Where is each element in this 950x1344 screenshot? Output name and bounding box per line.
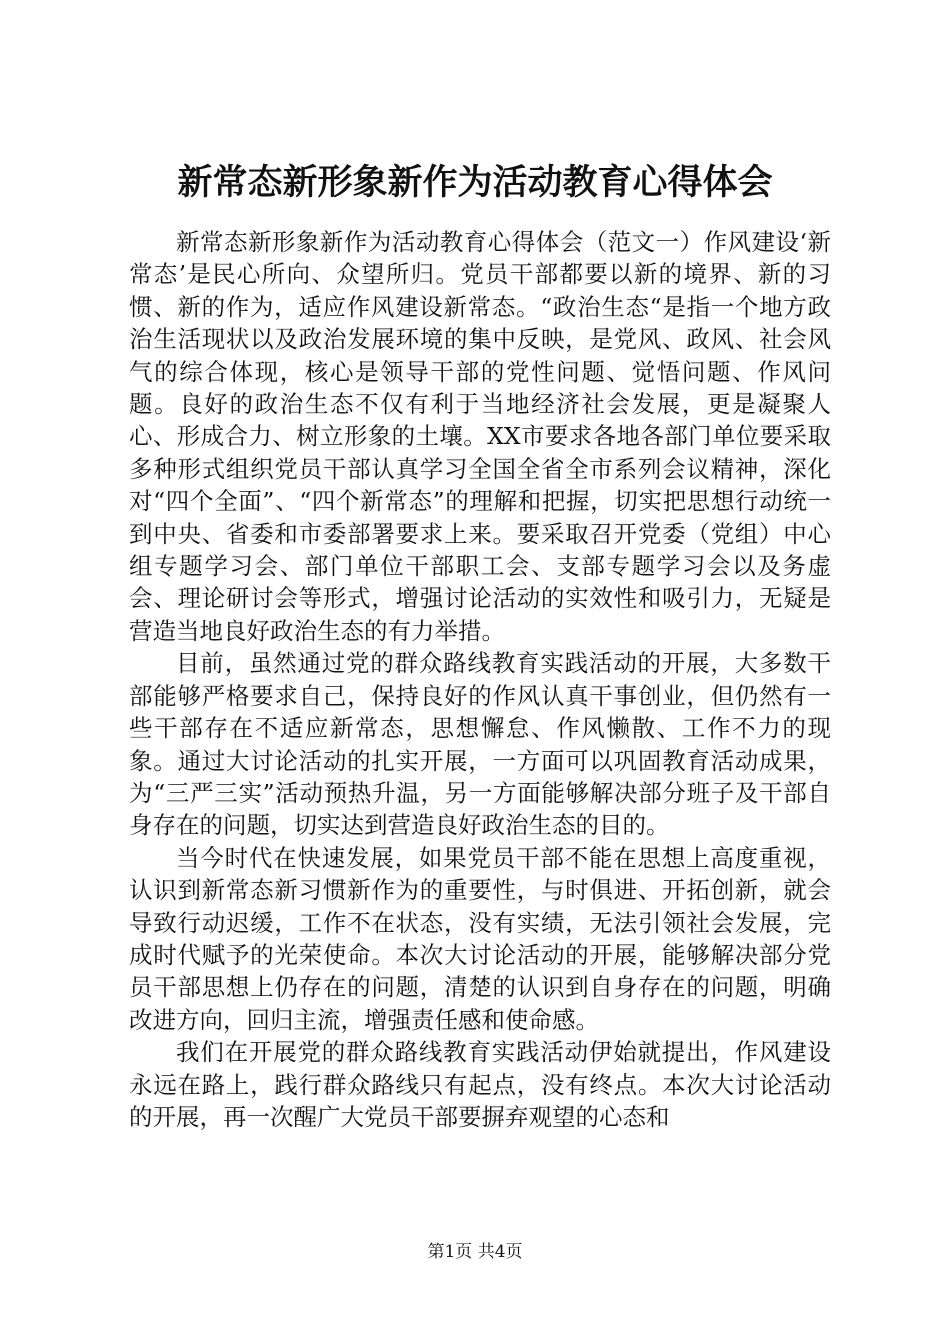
paragraph: 新常态新形象新作为活动教育心得体会（范文一）作风建设‘新常态’是民心所向、众望所归。党员干部都要以新的境界、新的习惯、新的作为，适应作风建设新常态。“政治生态“是指一个地方政治生活现状以及政治发展环境的集中反映，是党风、政风、社会风气的综合体现，核心是领导干部的党性问题、觉悟问题、作风问题。良好的政治生态不仅有利于当地经济社会发展，更是凝聚人心、形成合力、树立形象的土壤。XX市要求各地各部门单位要采取多种形式组织党员干部认真学习全国全省全市系列会议精神，深化对“四个全面”、“四个新常态”的理解和把握，切实把思想行动统一到中央、省委和市委部署要求上来。要采取召开党委（党组）中心组专题学习会、部门单位干部职工会、支部专题学习会以及务虚会、理论研讨会等形式，增强讨论活动的实效性和吸引力，无疑是营造当地良好政治生态的有力举措。 bbox=[129, 228, 831, 645]
paragraph: 我们在开展党的群众路线教育实践活动伊始就提出，作风建设永远在路上，践行群众路线只有起点，没有终点。本次大讨论活动的开展，再一次醒广大党员干部要摒弃观望的心态和 bbox=[129, 1038, 831, 1131]
document-title: 新常态新形象新作为活动教育心得体会 bbox=[177, 162, 773, 203]
page-number-footer: 第1页 共4页 bbox=[427, 1242, 523, 1262]
paragraph: 当今时代在快速发展，如果党员干部不能在思想上高度重视，认识到新常态新习惯新作为的重要性，与时俱进、开拓创新，就会导致行动迟缓，工作不在状态，没有实绩，无法引领社会发展，完成时代赋予的光荣使命。本次大讨论活动的开展，能够解决部分党员干部思想上仍存在的问题，清楚的认识到自身存在的问题，明确改进方向，回归主流，增强责任感和使命感。 bbox=[129, 843, 831, 1034]
paragraph: 目前，虽然通过党的群众路线教育实践活动的开展，大多数干部能够严格要求自己，保持良好的作风认真干事创业，但仍然有一些干部存在不适应新常态，思想懈怠、作风懒散、工作不力的现象。通过大讨论活动的扎实开展，一方面可以巩固教育活动成果，为“三严三实”活动预热升温，另一方面能够解决部分班子及干部自身存在的问题，切实达到营造良好政治生态的目的。 bbox=[129, 649, 831, 840]
document-body bbox=[129, 226, 831, 1133]
